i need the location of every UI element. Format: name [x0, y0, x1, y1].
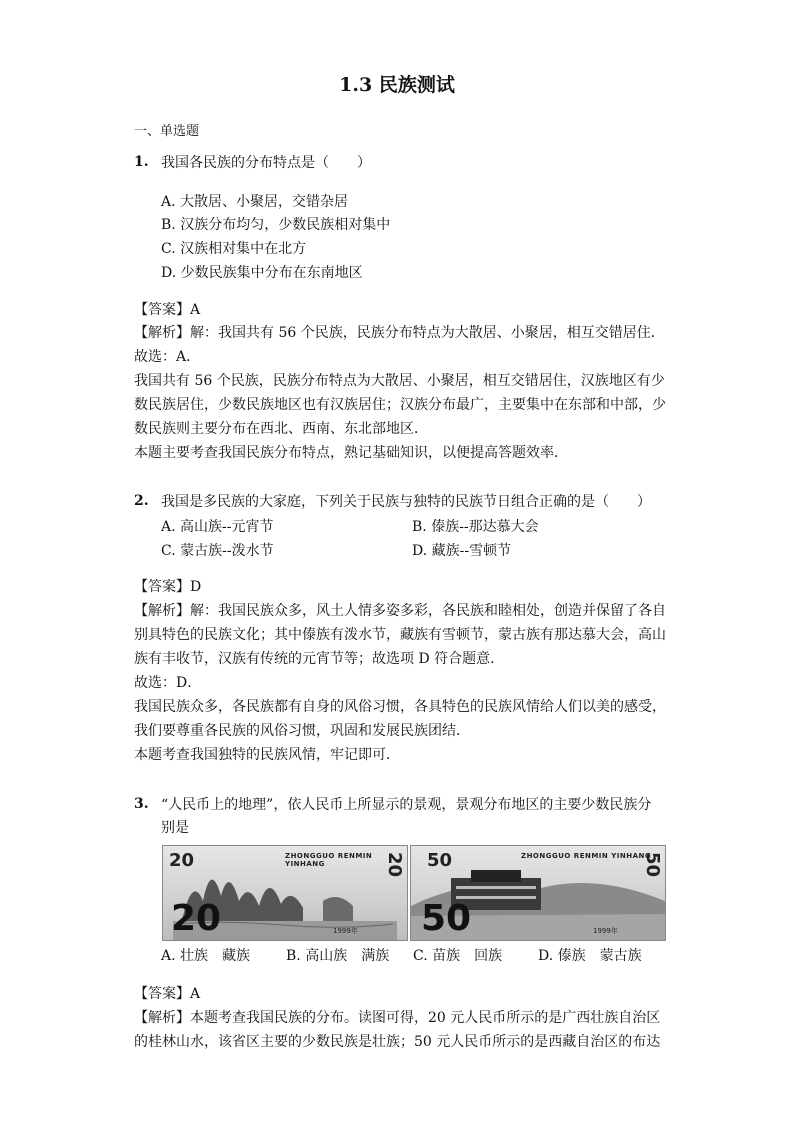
q1-analysis-line: 本题主要考查我国民族分布特点，熟记基础知识，以便提高答题效率． — [134, 445, 568, 461]
q3-option-c: C. 苗族 回族 — [413, 948, 503, 964]
banknote-bank-name: ZHONGGUO RENMIN YINHANG — [285, 852, 373, 868]
question-number: 1. — [134, 154, 149, 170]
q1-option-b: B. 汉族分布均匀，少数民族相对集中 — [161, 217, 391, 233]
q3-option-a: A. 壮族 藏族 — [161, 948, 251, 964]
banknote-side-denomination: 50 — [642, 852, 663, 878]
q2-analysis-line: 【解析】解：我国民族众多，风土人情多姿多彩，各民族和睦相处，创造并保留了各自 — [134, 603, 666, 619]
banknote-50-image — [410, 845, 666, 941]
q1-answer: 【答案】A — [134, 302, 201, 318]
q2-option-b: B. 傣族--那达慕大会 — [412, 519, 539, 535]
q3-answer: 【答案】A — [134, 986, 201, 1002]
q3-option-d: D. 傣族 蒙古族 — [538, 948, 642, 964]
q2-option-d: D. 藏族--雪顿节 — [412, 543, 512, 559]
banknote-year: 1999年 — [333, 927, 358, 935]
banknote-denomination-large: 50 — [421, 898, 472, 939]
banknote-bank-name: ZHONGGUO RENMIN YINHANG — [521, 852, 652, 860]
q1-option-d: D. 少数民族集中分布在东南地区 — [161, 265, 363, 281]
section-heading: 一、单选题 — [134, 124, 200, 139]
q1-option-c: C. 汉族相对集中在北方 — [161, 241, 307, 257]
q1-analysis-line: 【解析】解：我国共有 56 个民族，民族分布特点为大散居、小聚居，相互交错居住． — [134, 325, 665, 341]
banknote-year: 1999年 — [593, 927, 618, 935]
q2-option-c: C. 蒙古族--泼水节 — [161, 543, 274, 559]
question-number: 3. — [134, 796, 149, 812]
q3-analysis-line: 的桂林山水，该省区主要的少数民族是壮族；50 元人民币所示的是西藏自治区的布达 — [134, 1034, 661, 1050]
q1-analysis-line: 我国共有 56 个民族，民族分布特点为大散居、小聚居，相互交错居住，汉族地区有少 — [134, 373, 665, 389]
question-text: 我国是多民族的大家庭，下列关于民族与独特的民族节日组合正确的是（ ） — [161, 494, 651, 510]
q2-analysis-line: 本题考查我国独特的民族风情，牢记即可． — [134, 747, 400, 763]
q2-analysis-line: 我们要尊重各民族的风俗习惯，巩固和发展民族团结． — [134, 723, 470, 739]
q1-analysis-line: 数民族居住，少数民族地区也有汉族居住；汉族分布最广，主要集中在东部和中部，少 — [134, 397, 666, 413]
banknote-side-denomination: 20 — [384, 852, 405, 878]
page-title: 1.3 民族测试 — [339, 74, 455, 96]
question-text-line: 别是 — [161, 820, 189, 836]
q1-analysis-line: 数民族则主要分布在西北、西南、东北部地区． — [134, 421, 428, 437]
q2-analysis-line: 我国民族众多，各民族都有自身的风俗习惯，各具特色的民族风情给人们以美的感受， — [134, 699, 666, 715]
banknote-denomination-small: 20 — [169, 850, 195, 871]
q2-analysis-line: 别具特色的民族文化；其中傣族有泼水节，藏族有雪顿节，蒙古族有那达慕大会，高山 — [134, 627, 666, 643]
banknote-20-image — [162, 845, 408, 941]
question-text: 我国各民族的分布特点是（ ） — [161, 155, 371, 171]
q3-analysis-line: 【解析】本题考查我国民族的分布。读图可得，20 元人民币所示的是广西壮族自治区 — [134, 1010, 661, 1026]
q2-analysis-line: 族有丰收节，汉族有传统的元宵节等；故选项 D 符合题意． — [134, 651, 505, 667]
banknote-denomination-large: 20 — [171, 898, 222, 939]
question-text-line: “人民币上的地理”，依人民币上所显示的景观，景观分布地区的主要少数民族分 — [161, 797, 652, 813]
q1-analysis-line: 故选：A． — [134, 349, 201, 365]
q2-analysis-line: 故选：D． — [134, 675, 202, 691]
q2-answer: 【答案】D — [134, 579, 202, 595]
q3-option-b: B. 高山族 满族 — [286, 948, 390, 964]
q1-option-a: A. 大散居、小聚居，交错杂居 — [161, 194, 349, 210]
question-number: 2. — [134, 493, 149, 509]
q2-option-a: A. 高山族--元宵节 — [161, 519, 274, 535]
banknote-denomination-small: 50 — [427, 850, 453, 871]
